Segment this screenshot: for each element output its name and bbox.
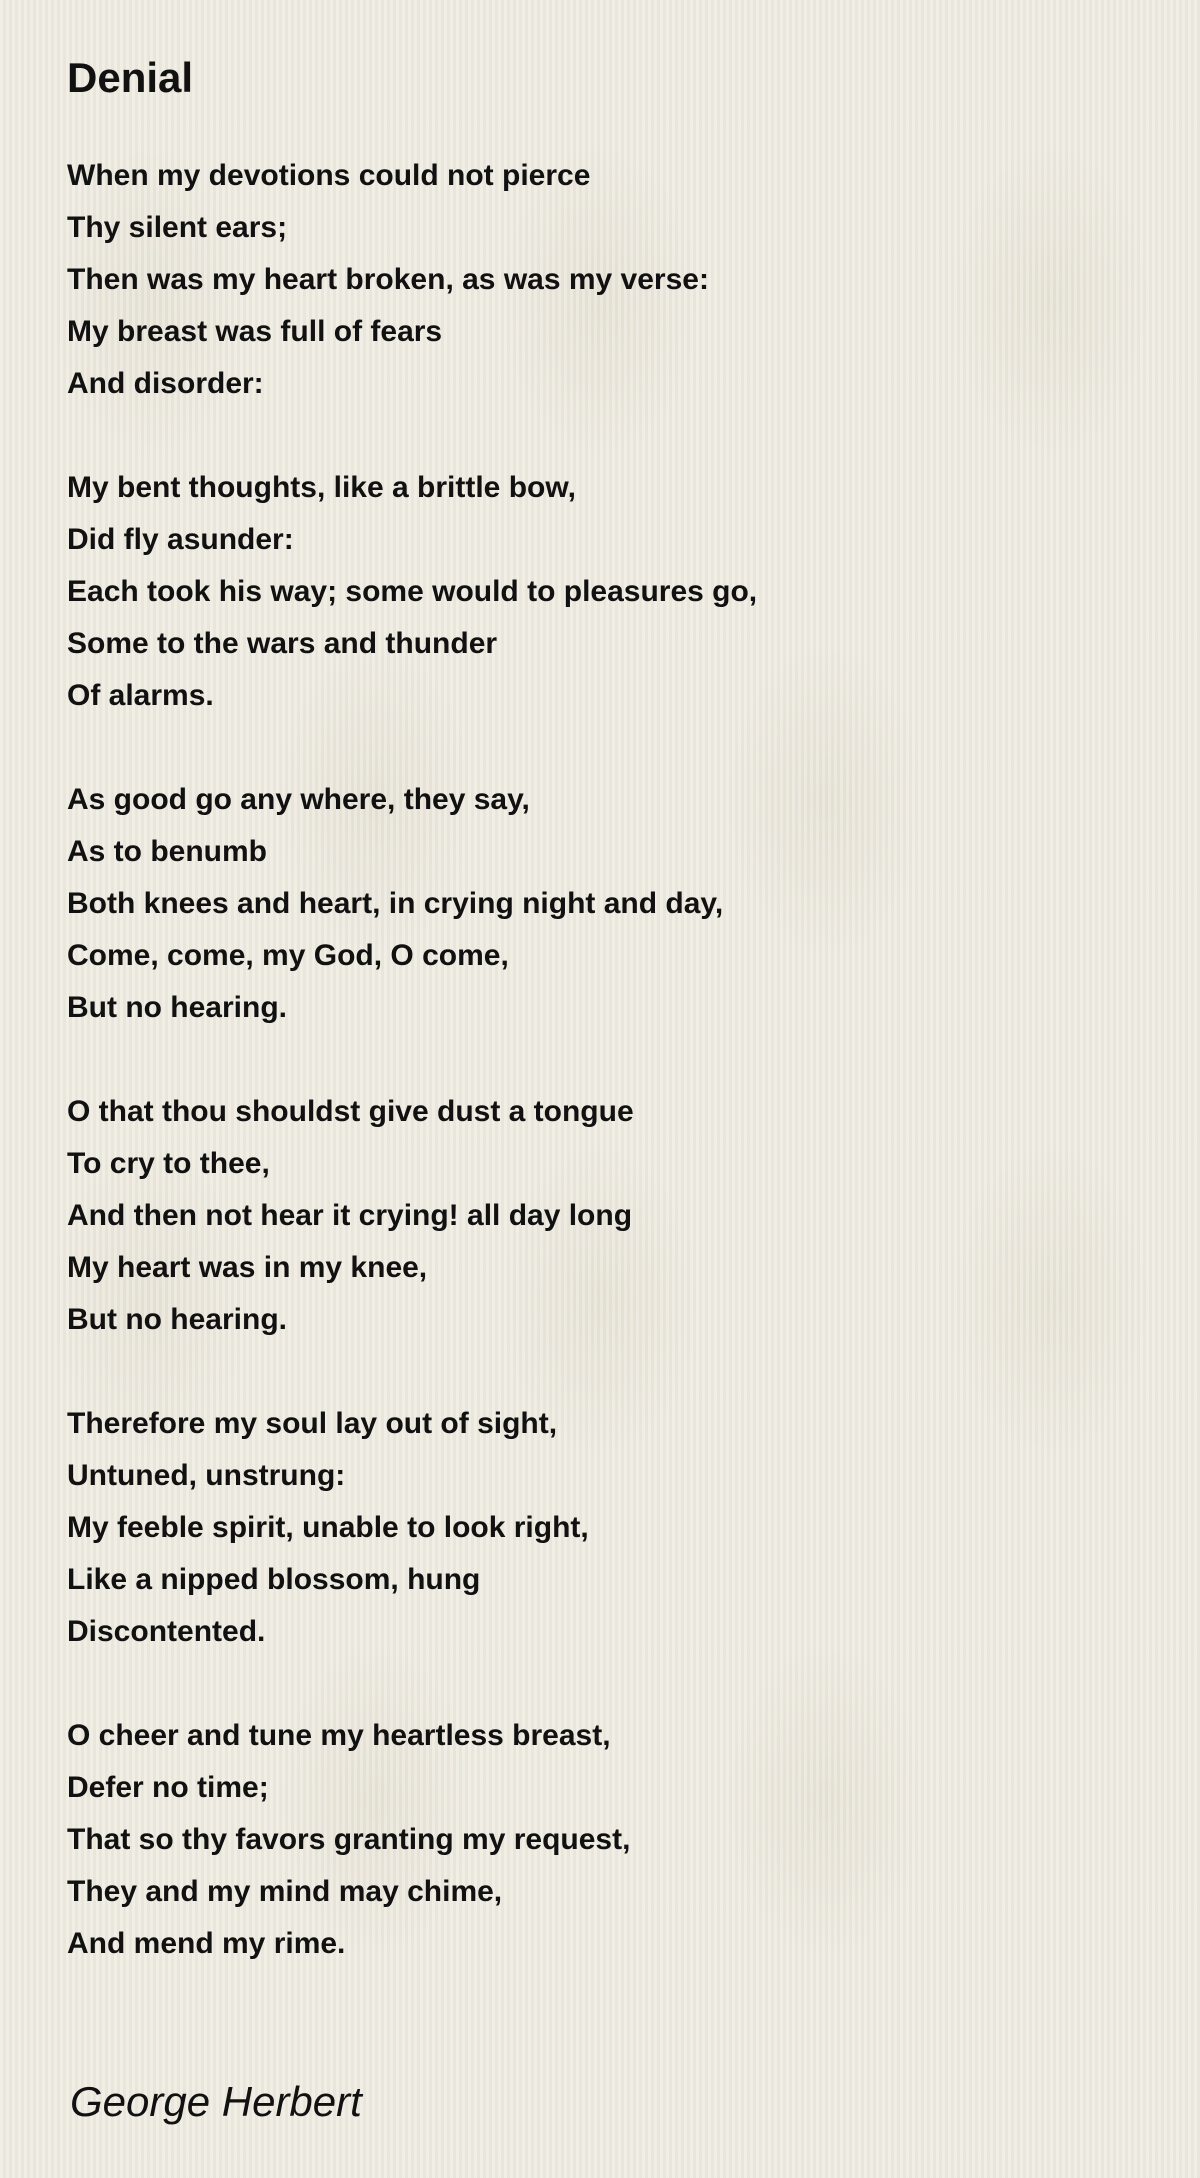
poem-line: O that thou shouldst give dust a tongue — [67, 1095, 634, 1128]
poem-line: My heart was in my knee, — [67, 1251, 428, 1284]
poem-line: Untuned, unstrung: — [67, 1459, 346, 1492]
poem-title: Denial — [67, 54, 194, 101]
poem-line: As good go any where, they say, — [67, 783, 530, 816]
poem-line: Did fly asunder: — [67, 523, 294, 556]
stanza-1 — [67, 150, 1147, 410]
stanza-4 — [67, 1086, 1147, 1346]
stanza-3 — [67, 774, 1147, 1034]
poem-line: Then was my heart broken, as was my verse: — [67, 263, 709, 296]
stanza-2 — [67, 462, 1147, 722]
poem-line: That so thy favors granting my request, — [67, 1823, 631, 1856]
poem-line: Discontented. — [67, 1615, 266, 1648]
poem-line: Each took his way; some would to pleasures go, — [67, 575, 758, 608]
poem-line: As to benumb — [67, 835, 267, 868]
stanza-6 — [67, 1710, 1147, 1970]
poem-line: Some to the wars and thunder — [67, 627, 498, 660]
poem-body — [67, 150, 1147, 2022]
poem-line: My feeble spirit, unable to look right, — [67, 1511, 589, 1544]
poem-line: But no hearing. — [67, 1303, 287, 1336]
poem-line: They and my mind may chime, — [67, 1875, 503, 1908]
poem-line: And then not hear it crying! all day long — [67, 1199, 633, 1232]
poem-line: Come, come, my God, O come, — [67, 939, 509, 972]
poem-line: Defer no time; — [67, 1771, 269, 1804]
poem-line: O cheer and tune my heartless breast, — [67, 1719, 611, 1752]
poem-line: Of alarms. — [67, 679, 214, 712]
poem-line: To cry to thee, — [67, 1147, 270, 1180]
poem-line: Therefore my soul lay out of sight, — [67, 1407, 558, 1440]
poem-line: And mend my rime. — [67, 1927, 346, 1960]
poem-line: My bent thoughts, like a brittle bow, — [67, 471, 576, 504]
stanza-5 — [67, 1398, 1147, 1658]
poem-line: But no hearing. — [67, 991, 287, 1024]
poem-line: Both knees and heart, in crying night and day, — [67, 887, 724, 920]
poem-line: Like a nipped blossom, hung — [67, 1563, 481, 1596]
poem-line: Thy silent ears; — [67, 211, 288, 244]
poem-author: George Herbert — [70, 2078, 362, 2125]
poem-line: When my devotions could not pierce — [67, 159, 591, 192]
poem-line: And disorder: — [67, 367, 264, 400]
poem-line: My breast was full of fears — [67, 315, 443, 348]
